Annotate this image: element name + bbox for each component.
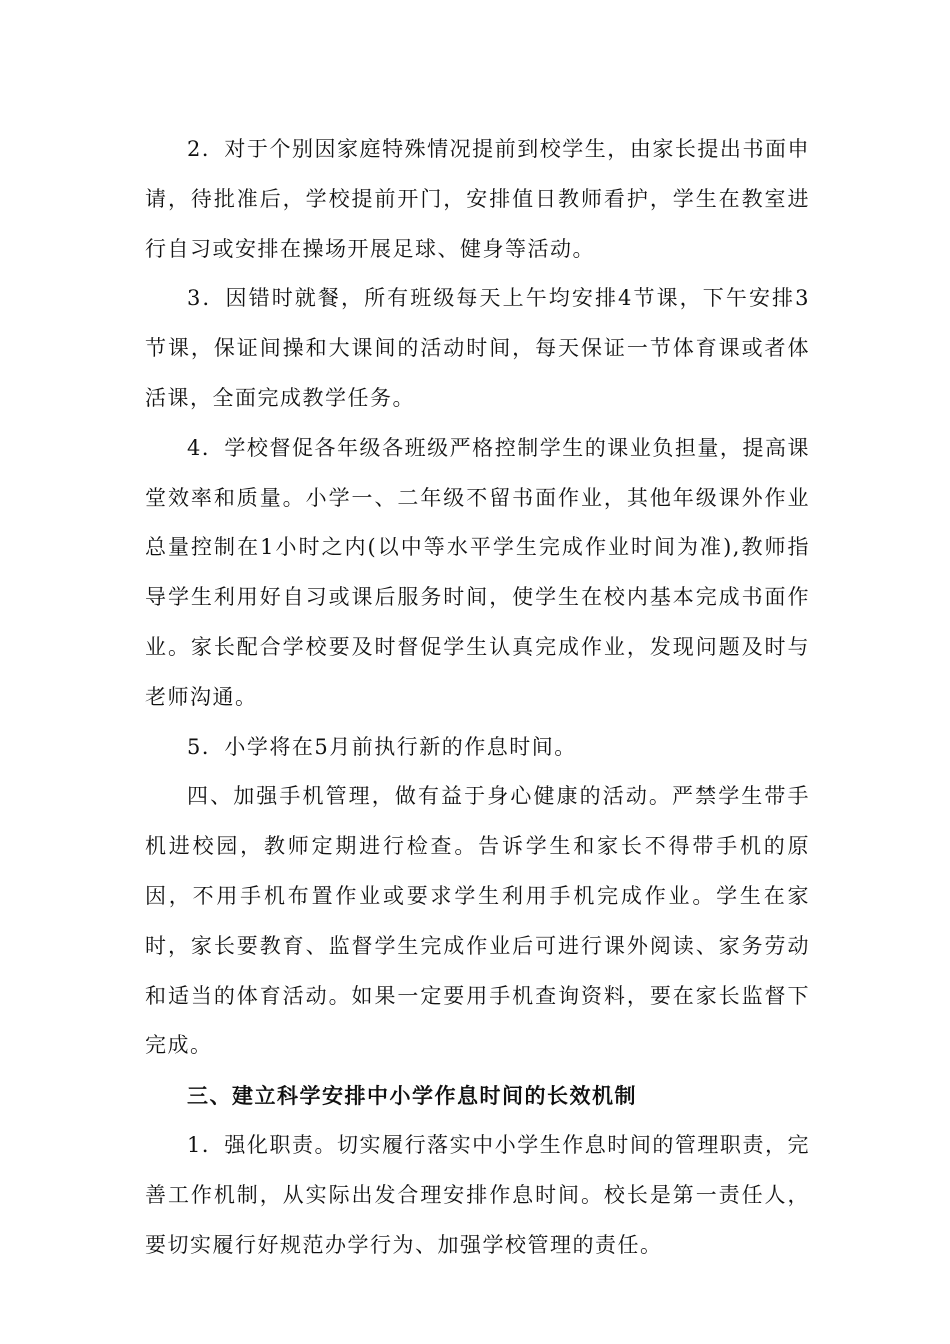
paragraph-item-5: 5．小学将在5月前执行新的作息时间。 — [187, 734, 577, 759]
paragraph-item-3: 3．因错时就餐，所有班级每天上午均安排4节课，下午安排3节课，保证间操和大课间的活动时间，每天保证一节体育课或者体活课，全面完成教学任务。 — [145, 286, 810, 410]
paragraph-item-1: 1．强化职责。切实履行落实中小学生作息时间的管理职责，完善工作机制，从实际出发合理安排作息时间。校长是第一责任人，要切实履行好规范办学行为、加强学校管理的责任。 — [145, 1132, 810, 1257]
document-body — [145, 125, 810, 1270]
paragraph-item-4: 4．学校督促各年级各班级严格控制学生的课业负担量，提高课堂效率和质量。小学一、二年级不留书面作业，其他年级课外作业总量控制在1小时之内(以中等水平学生完成作业时间为准),教师指导学生利用好自习或课后服务时间，使学生在校内基本完成书面作业。家长配合学校要及时督促学生认真完成作业，发现问题及时与老师沟通。 — [145, 435, 810, 709]
paragraph-section-four: 四、加强手机管理，做有益于身心健康的活动。严禁学生带手机进校园，教师定期进行检查。告诉学生和家长不得带手机的原因，不用手机布置作业或要求学生利用手机完成作业。学生在家时，家长要教育、监督学生完成作业后可进行课外阅读、家务劳动和适当的体育活动。如果一定要用手机查询资料，要在家长监督下完成。 — [145, 784, 810, 1058]
section-heading-three: 三、建立科学安排中小学作息时间的长效机制 — [187, 1083, 637, 1109]
paragraph-item-2: 2．对于个别因家庭特殊情况提前到校学生，由家长提出书面申请，待批准后，学校提前开门，安排值日教师看护，学生在教室进行自习或安排在操场开展足球、健身等活动。 — [145, 137, 810, 261]
